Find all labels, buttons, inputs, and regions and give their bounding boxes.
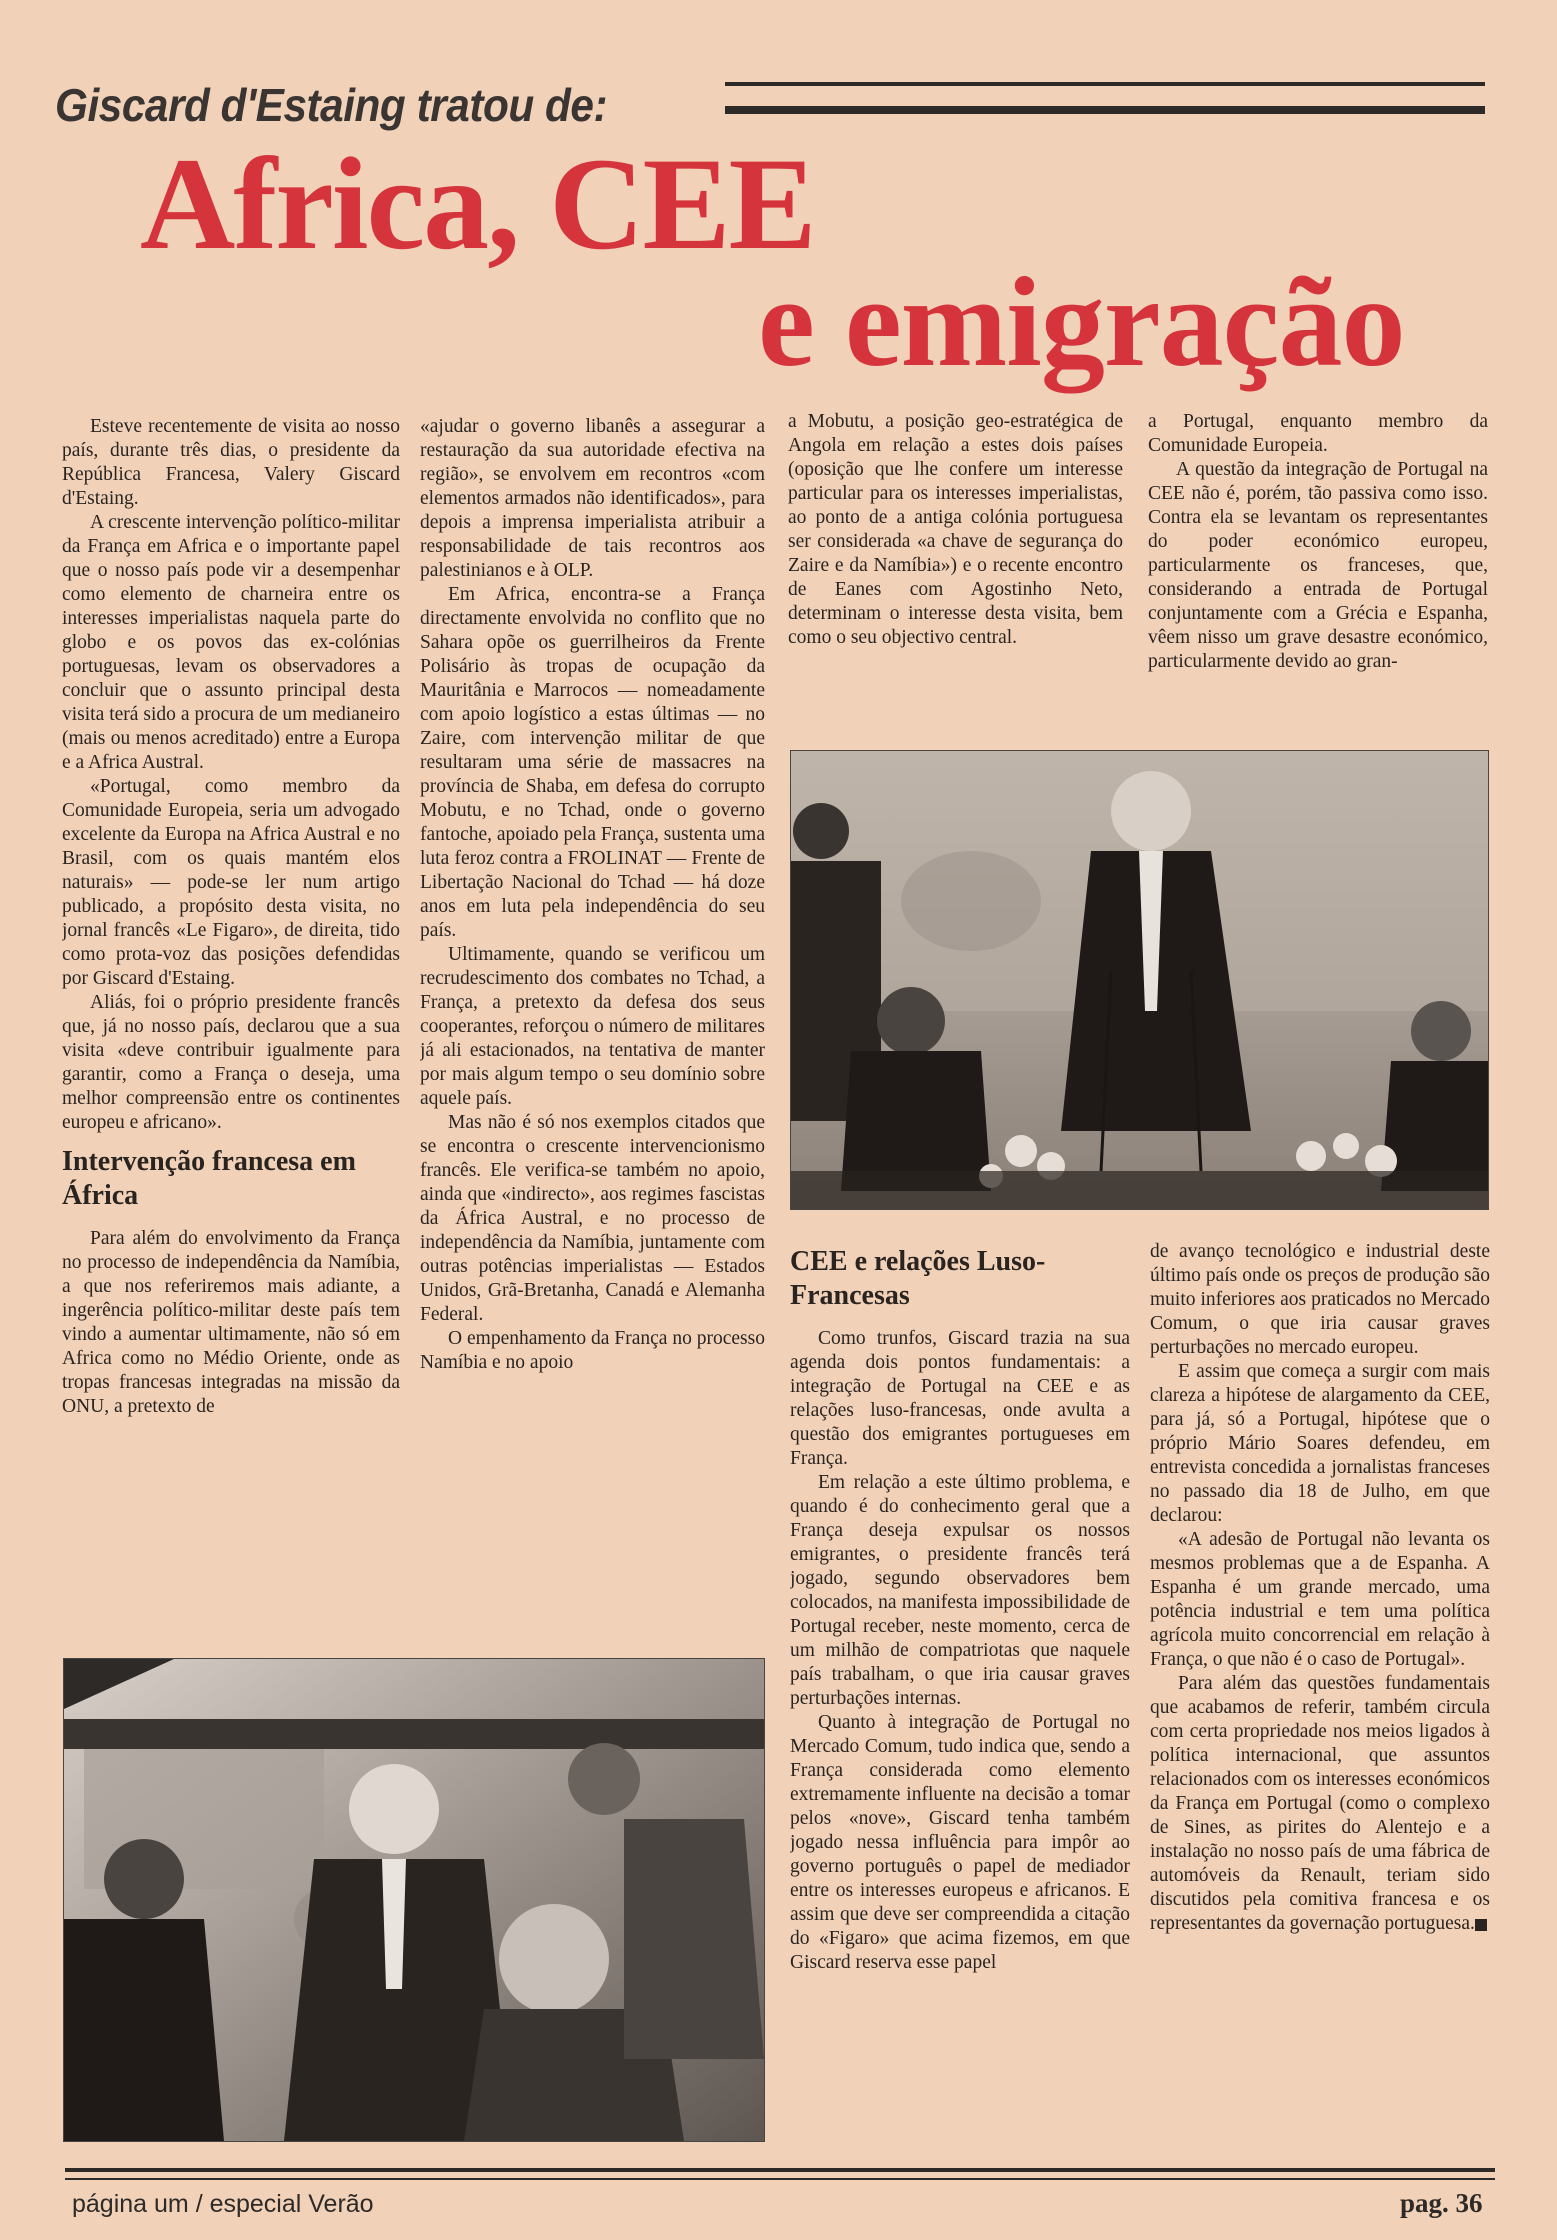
- article-column-3-top: [788, 410, 1123, 720]
- subhead-intervencao: Intervenção francesa em África: [62, 1146, 356, 1211]
- col2-paragraph: Ultimamente, quando se verificou um recrudescimento dos combates no Tchad, a França, a pretexto da defesa dos seus cooperantes, reforçou o número de militares já ali estacionados, na tentativa de manter por mais algum tempo o seu domínio sobre aquele país.: [420, 944, 765, 1109]
- col4-bottom-paragraph: «A adesão de Portugal não levanta os mesmos problemas que a de Espanha. A Espanha é um grande mercado, uma potência industrial e tem uma política agrícola muito concorrencial em relação à França, o que não é o caso de Portugal».: [1150, 1529, 1490, 1670]
- article-column-4-top: [1148, 410, 1488, 720]
- col4-bottom-paragraph: [1150, 1672, 1490, 1936]
- article-column-2: [420, 415, 765, 1625]
- footer-rule-bottom: [65, 2178, 1495, 2180]
- photo-giscard-speech: [790, 750, 1489, 1210]
- kicker-heading: Giscard d'Estaing tratou de:: [55, 79, 608, 131]
- speech-photo-illustration: [791, 751, 1488, 1209]
- photo-arrival-crowd: [63, 1658, 765, 2142]
- subhead-cee-relacoes: CEE e relações Luso-Francesas: [790, 1246, 1046, 1311]
- col4-paragraph: A questão da integração de Portugal na CEE não é, porém, tão passiva como isso. Contra ela se levantam os representantes do poder económico europeu, particularmente os franceses, que, considerando a entrada de Portugal conjuntamente com a Grécia e Espanha, vêem nisso um grave desastre económico, particularmente devido ao gran-: [1148, 459, 1488, 672]
- footer-rule-top: [65, 2168, 1495, 2172]
- arrival-photo-illustration: [64, 1659, 764, 2141]
- col3-bottom-paragraph: Como trunfos, Giscard trazia na sua agenda dois pontos fundamentais: a integração de Portugal na CEE e as relações luso-francesas, onde avulta a questão dos emigrantes portugueses em França.: [790, 1328, 1130, 1469]
- col2-paragraph: «ajudar o governo libanês a assegurar a restauração da sua autoridade efectiva na região», se envolvem em recontros «com elementos armados não identificados», para depois a imprensa imperialista atribuir a responsabilidade de tais recontros aos palestinianos e à OLP.: [420, 416, 765, 581]
- footer-page-number: pag. 36: [1400, 2188, 1483, 2218]
- col3-bottom-paragraph: Em relação a este último problema, e quando é do conhecimento geral que a França deseja expulsar os nossos emigrantes, o presidente francês terá jogado, segundo observadores bem colocados, na manifesta impossibilidade de Portugal receber, neste momento, cerca de um milhão de compatriotas que naquele país trabalham, o que iria causar graves perturbações internas.: [790, 1472, 1130, 1709]
- article-column-1: [62, 415, 400, 1625]
- col4-last-text: Para além das questões fundamentais que acabamos de referir, também circula com certa propriedade nos meios ligados à política internacional, que assuntos relacionados com os interesses económicos da França em Portugal (como o complexo de Sines, as pirites do Alentejo e a instalação no nosso país de uma fábrica de automóveis da Renault, teriam sido discutidos pela comitiva francesa e os representantes da governação portuguesa.: [1150, 1673, 1490, 1934]
- end-of-article-mark: [1475, 1919, 1487, 1931]
- col1-paragraph: A crescente intervenção político-militar da França em Africa e o importante papel que o nosso país pode vir a desempenhar como elemento de charneira entre os interesses imperialistas naquela parte do globo e os povos das ex-colónias portuguesas, levam os observadores a concluir que o assunto principal desta visita terá sido a procura de um medianeiro (mais ou menos acreditado) entre a Europa e a Africa Austral.: [62, 512, 400, 773]
- col1-paragraph: Para além do envolvimento da França no processo de independência da Namíbia, a que nos referiremos mais adiante, a ingerência político-militar deste país tem vindo a aumentar ultimamente, não só em Africa como no Médio Oriente, onde as tropas francesas integradas na missão da ONU, a pretexto de: [62, 1228, 400, 1417]
- col1-paragraph: Esteve recentemente de visita ao nosso país, durante três dias, o presidente da República Francesa, Valery Giscard d'Estaing.: [62, 416, 400, 509]
- col1-paragraph: «Portugal, como membro da Comunidade Europeia, seria um advogado excelente da Europa na Africa Austral e no Brasil, com os quais mantém elos naturais» — pode-se ler num artigo publicado, a propósito desta visita, no jornal francês «Le Figaro», de direita, tido como prota-voz das posições defendidas por Giscard d'Estaing.: [62, 776, 400, 989]
- col4-bottom-paragraph: E assim que começa a surgir com mais clareza a hipótese de alargamento da CEE, para já, só a Portugal, hipótese que o próprio Mário Soares defendeu, em entrevista concedida a jornalistas franceses no passado dia 18 de Julho, em que declarou:: [1150, 1361, 1490, 1526]
- col4-paragraph: a Portugal, enquanto membro da Comunidade Europeia.: [1148, 411, 1488, 456]
- footer-publication: página um / especial Verão: [72, 2190, 374, 2218]
- col2-paragraph: Em Africa, encontra-se a França directamente envolvida no conflito que no Sahara opõe os guerrilheiros da Frente Polisário às tropas de ocupação da Mauritânia e Marrocos — nomeadamente com apoio logístico a estas últimas — no Zaire, com intervenção militar de que resultaram uma série de massacres na província de Shaba, em defesa do corrupto Mobutu, e no Tchad, onde o governo fantoche, apoiado pela França, sustenta uma luta feroz contra a FROLINAT — Frente de Libertação Nacional do Tchad — há doze anos em luta pela independência do seu país.: [420, 584, 765, 941]
- col2-paragraph: O empenhamento da França no processo Namíbia e no apoio: [420, 1328, 765, 1373]
- kicker-rule-top: [725, 82, 1485, 86]
- col4-bottom-paragraph: de avanço tecnológico e industrial deste último país onde os preços de produção são muito inferiores aos praticados no Mercado Comum, o que iria causar graves perturbações no mercado europeu.: [1150, 1241, 1490, 1358]
- col3-paragraph: a Mobutu, a posição geo-estratégica de Angola em relação a estes dois países (oposição que lhe confere um interesse particular para os interesses imperialistas, ao ponto de a antiga colónia portuguesa ser considerada «a chave de segurança do Zaire e da Namíbia») e o recente encontro de Eanes com Agostinho Neto, determinam o interesse desta visita, bem como o seu objectivo central.: [788, 411, 1123, 648]
- kicker-rule-bottom: [725, 106, 1485, 114]
- article-column-3-bottom: [790, 1245, 1130, 2150]
- headline-line-2: e emigração: [758, 251, 1405, 393]
- col1-paragraph: Aliás, foi o próprio presidente francês que, já no nosso país, declarou que a sua visita «deve contribuir igualmente para garantir, como a França o deseja, uma melhor compreensão entre os continentes europeu e africano».: [62, 992, 400, 1133]
- article-column-4-bottom: [1150, 1240, 1490, 2150]
- headline-line-1: Africa, CEE: [140, 130, 815, 277]
- col2-paragraph: Mas não é só nos exemplos citados que se encontra o crescente intervencionismo francês. Ele verifica-se também no apoio, ainda que «indirecto», aos regimes fascistas da África Austral, e no processo de independência da Namíbia, juntamente com outras potências imperialistas — Estados Unidos, Grã-Bretanha, Canadá e Alemanha Federal.: [420, 1112, 765, 1325]
- col3-bottom-paragraph: Quanto à integração de Portugal no Mercado Comum, tudo indica que, sendo a França considerada como elemento extremamente influente na decisão a tomar pelos «nove», Giscard tenha também jogado nessa influência para impôr ao governo português o papel de mediador entre os interesses europeus e africanos. E assim que deve ser compreendida a citação do «Figaro» que acima fizemos, em que Giscard reserva esse papel: [790, 1712, 1130, 1973]
